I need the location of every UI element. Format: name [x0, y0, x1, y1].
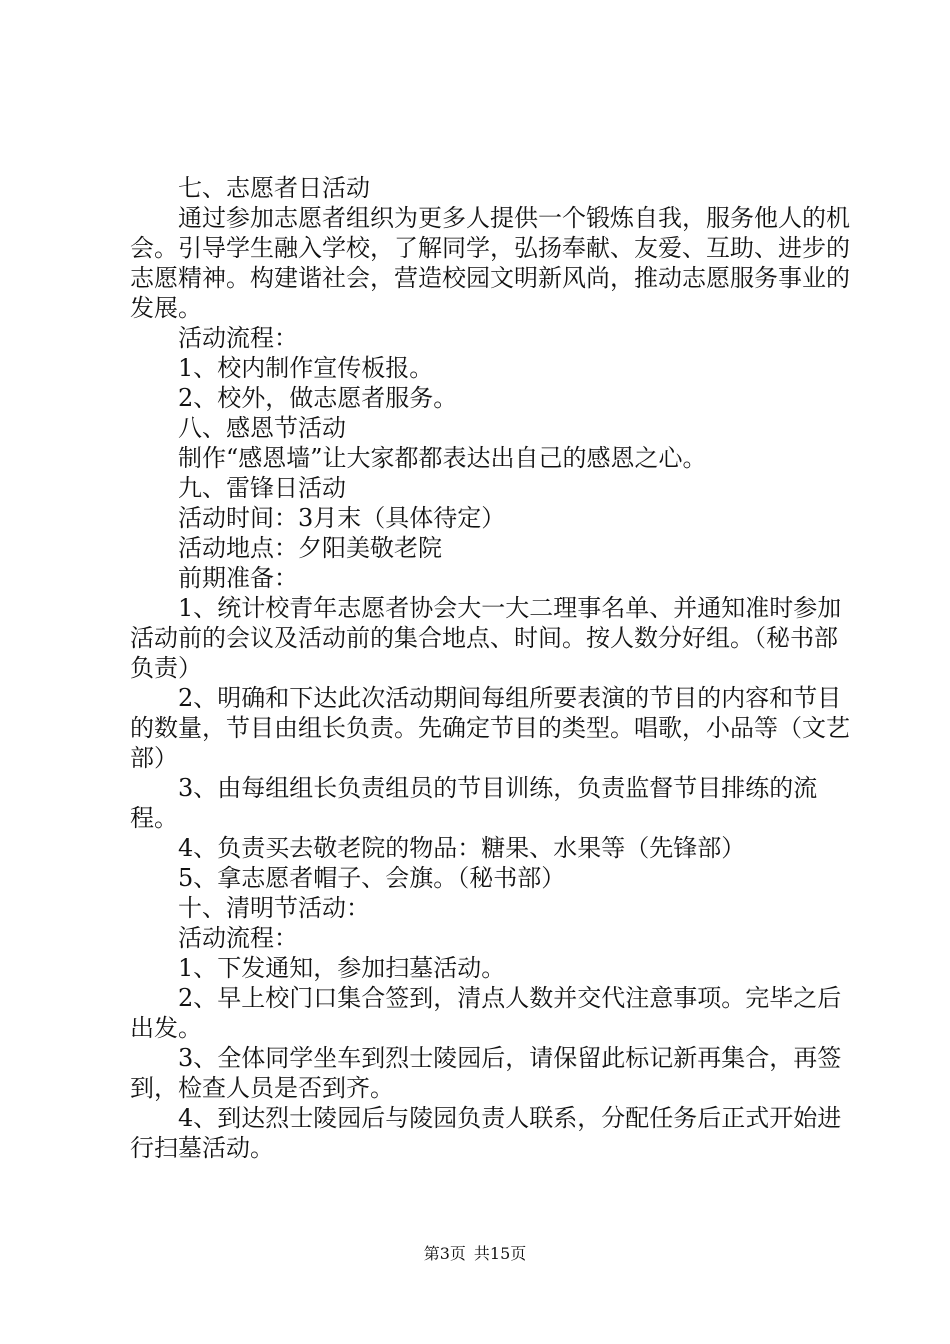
paragraph: 制作“感恩墙”让大家都都表达出自己的感恩之心。	[178, 444, 707, 472]
page-total: 共15页	[473, 1244, 527, 1263]
section-heading: 九、雷锋日活动	[178, 474, 346, 502]
list-item: 5、拿志愿者帽子、会旗。（秘书部）	[178, 864, 566, 892]
list-item: 1、统计校青年志愿者协会大一大二理事名单、并通知准时参加活动前的会议及活动前的集合地点、时间。按人数分好组。（秘书部负责）	[130, 594, 842, 682]
paragraph: 活动时间：3月末（具体待定）	[178, 504, 506, 532]
page-footer	[0, 1244, 950, 1264]
list-item: 1、校内制作宣传板报。	[178, 354, 434, 382]
document-body	[130, 173, 850, 1163]
section-heading: 八、感恩节活动	[178, 414, 346, 442]
list-item: 3、全体同学坐车到烈士陵园后，请保留此标记新再集合，再签到，检查人员是否到齐。	[130, 1044, 842, 1102]
section-heading: 十、清明节活动：	[178, 894, 370, 922]
list-item: 2、校外，做志愿者服务。	[178, 384, 458, 412]
page-number: 第3页	[423, 1244, 466, 1263]
paragraph: 活动流程：	[178, 924, 298, 952]
section-heading: 七、志愿者日活动	[178, 174, 370, 202]
list-item: 2、早上校门口集合签到，清点人数并交代注意事项。完毕之后出发。	[130, 984, 842, 1042]
list-item: 2、明确和下达此次活动期间每组所要表演的节目的内容和节目的数量，节目由组长负责。先确定节目的类型。唱歌，小品等（文艺部）	[130, 684, 850, 772]
list-item: 4、负责买去敬老院的物品：糖果、水果等（先锋部）	[178, 834, 746, 862]
list-item: 1、下发通知，参加扫墓活动。	[178, 954, 506, 982]
paragraph: 活动流程：	[178, 324, 298, 352]
paragraph: 活动地点：夕阳美敬老院	[178, 534, 442, 562]
paragraph: 前期准备：	[178, 564, 298, 592]
list-item: 4、到达烈士陵园后与陵园负责人联系，分配任务后正式开始进行扫墓活动。	[130, 1104, 842, 1162]
paragraph: 通过参加志愿者组织为更多人提供一个锻炼自我，服务他人的机会。引导学生融入学校，了解同学，弘扬奉献、友爱、互助、进步的志愿精神。构建谐社会，营造校园文明新风尚，推动志愿服务事业的发展。	[130, 204, 850, 322]
list-item: 3、由每组组长负责组员的节目训练，负责监督节目排练的流程。	[130, 774, 818, 832]
